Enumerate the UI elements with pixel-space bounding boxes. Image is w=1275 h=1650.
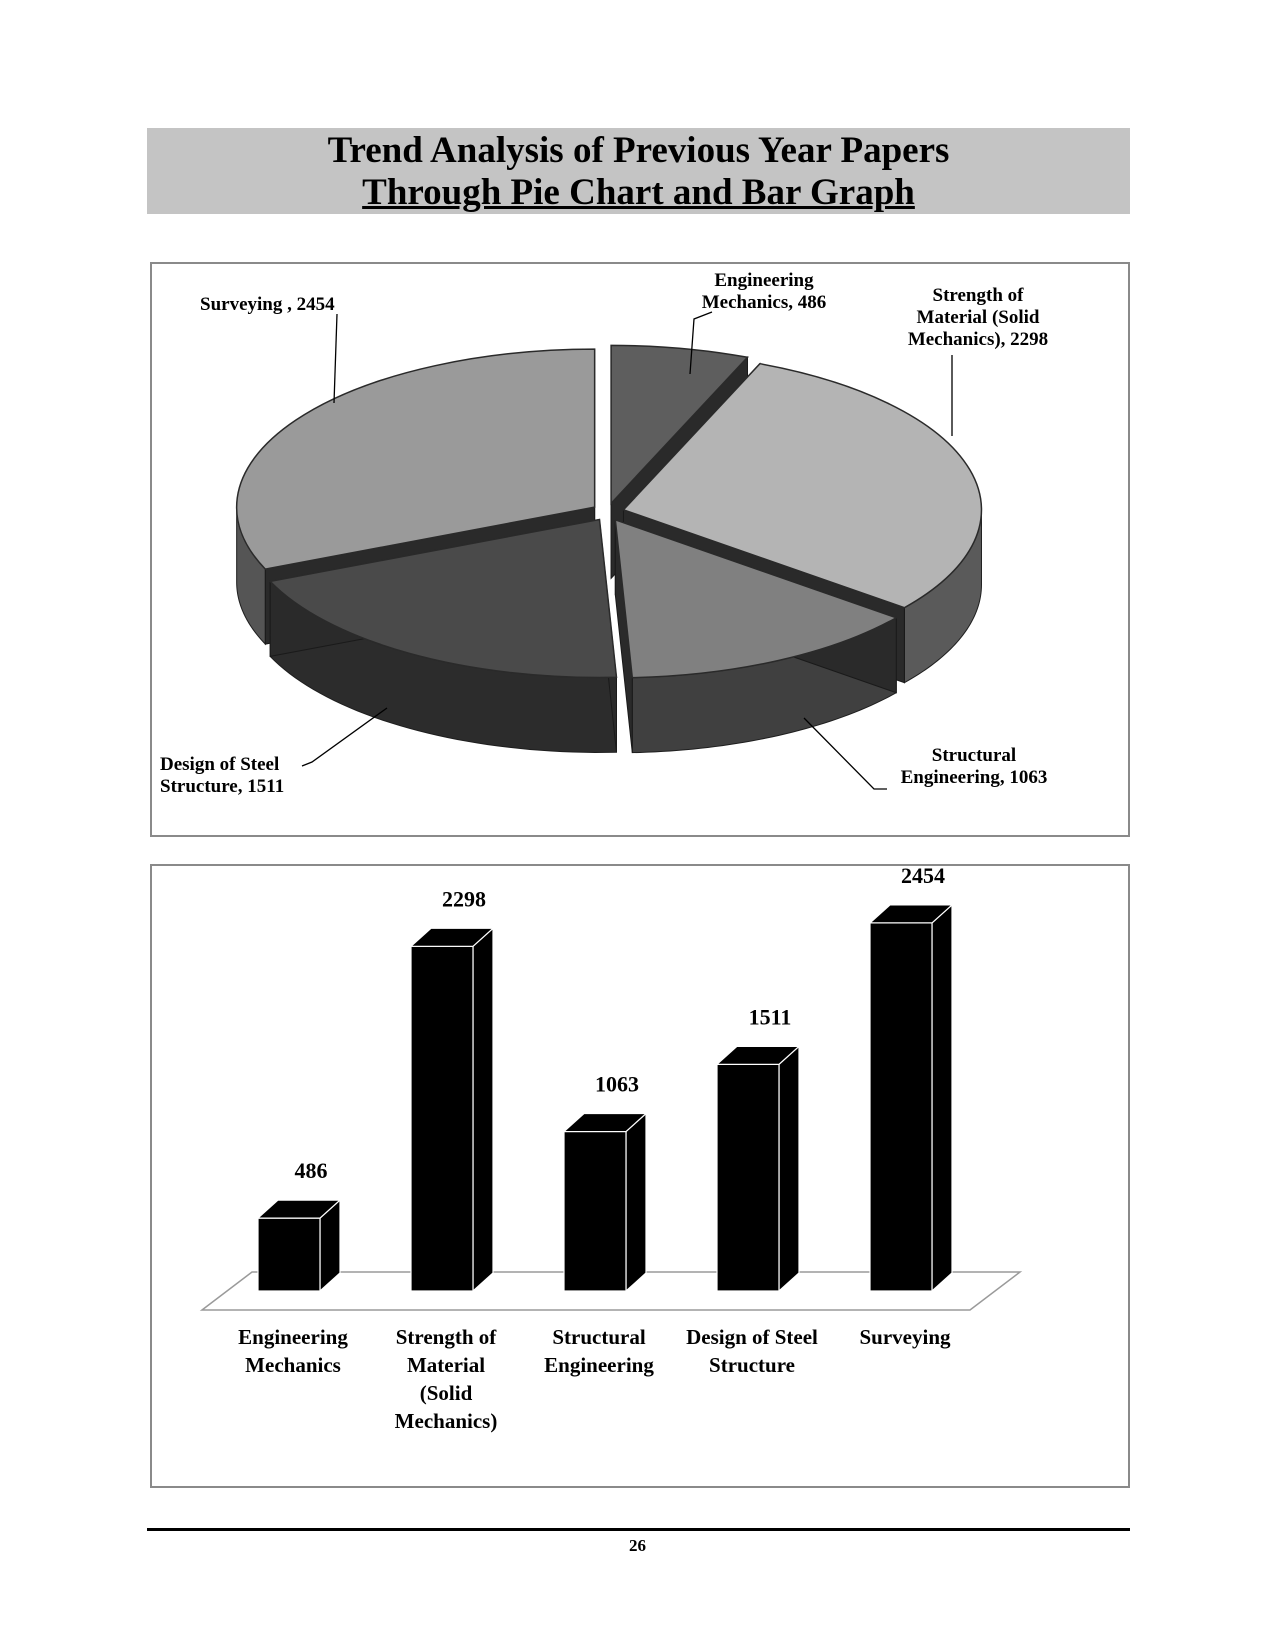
bar-front-design-of-steel-structure <box>717 1064 779 1291</box>
bar-front-structural-engineering <box>564 1132 626 1291</box>
bar-side-strength-of-material-solid-mechanics <box>473 928 493 1291</box>
bar-value-label-structural-engineering: 1063 <box>595 1071 639 1097</box>
bar-category-label-strength-of-material-solid-mechanics-line-0: Strength of <box>395 1325 497 1349</box>
bar-category-label-engineering-mechanics-line-1: Mechanics <box>245 1353 341 1377</box>
bar-category-label-strength-of-material-solid-mechanics-line-2: (Solid <box>419 1381 473 1405</box>
pie-label-structural-engineering-line-1: Engineering, 1063 <box>900 767 1048 788</box>
page-number: 26 <box>629 1536 646 1555</box>
pie-label-design-of-steel-structure-line-1: Structure, 1511 <box>160 776 285 797</box>
pie-label-strength-of-material-solid-mechanics-line-1: Material (Solid <box>916 307 1040 328</box>
pie-label-strength-of-material-solid-mechanics-line-2: Mechanics), 2298 <box>907 329 1049 350</box>
bar-category-label-engineering-mechanics-line-0: Engineering <box>238 1325 348 1349</box>
bar-category-label-strength-of-material-solid-mechanics-line-1: Material <box>406 1353 486 1377</box>
pie-label-structural-engineering-line-0: Structural <box>931 745 1017 766</box>
bar-engineering-mechanics <box>258 1200 340 1291</box>
bar-strength-of-material-solid-mechanics <box>411 928 493 1291</box>
bar-chart <box>152 866 1128 1486</box>
pie-label-engineering-mechanics-line-1: Mechanics, 486 <box>701 292 827 313</box>
bar-front-surveying <box>870 923 932 1291</box>
bar-value-label-strength-of-material-solid-mechanics: 2298 <box>442 886 486 912</box>
bar-category-label-structural-engineering-line-0: Structural <box>552 1325 646 1349</box>
pie-label-design-of-steel-structure-line-0: Design of Steel <box>160 754 280 775</box>
bar-value-label-engineering-mechanics: 486 <box>294 1158 328 1184</box>
bar-design-of-steel-structure <box>717 1046 799 1291</box>
page-subtitle: Through Pie Chart and Bar Graph <box>362 172 915 213</box>
bar-category-label-strength-of-material-solid-mechanics-line-3: Mechanics) <box>394 1409 498 1433</box>
bar-side-structural-engineering <box>626 1114 646 1291</box>
bar-category-label-structural-engineering-line-1: Engineering <box>544 1353 654 1377</box>
bar-value-label-surveying: 2454 <box>901 866 945 888</box>
bar-category-label-design-of-steel-structure-line-0: Design of Steel <box>686 1325 818 1349</box>
bar-category-label-design-of-steel-structure-line-1: Structure <box>709 1353 795 1377</box>
bar-surveying <box>870 905 952 1291</box>
bar-structural-engineering <box>564 1114 646 1291</box>
pie-leader-line-structural-engineering <box>804 718 887 789</box>
bar-value-label-design-of-steel-structure: 1511 <box>748 1004 792 1030</box>
footer-rule <box>147 1528 1130 1531</box>
pie-chart <box>152 264 1128 835</box>
bar-side-design-of-steel-structure <box>779 1046 799 1291</box>
title-banner <box>147 128 1130 214</box>
bar-side-surveying <box>932 905 952 1291</box>
pie-leader-line-design-of-steel-structure <box>302 708 387 766</box>
pie-label-strength-of-material-solid-mechanics-line-0: Strength of <box>932 285 1024 306</box>
page-title: Trend Analysis of Previous Year Papers <box>327 130 950 171</box>
pie-leader-line-surveying <box>334 314 337 403</box>
bar-front-engineering-mechanics <box>258 1218 320 1291</box>
pie-label-engineering-mechanics-line-0: Engineering <box>714 270 814 291</box>
bar-front-strength-of-material-solid-mechanics <box>411 946 473 1291</box>
pie-label-surveying-line-0: Surveying , 2454 <box>200 294 335 315</box>
bar-category-label-surveying-line-0: Surveying <box>859 1325 951 1349</box>
pie-chart-frame <box>150 262 1130 837</box>
bar-chart-frame <box>150 864 1130 1488</box>
